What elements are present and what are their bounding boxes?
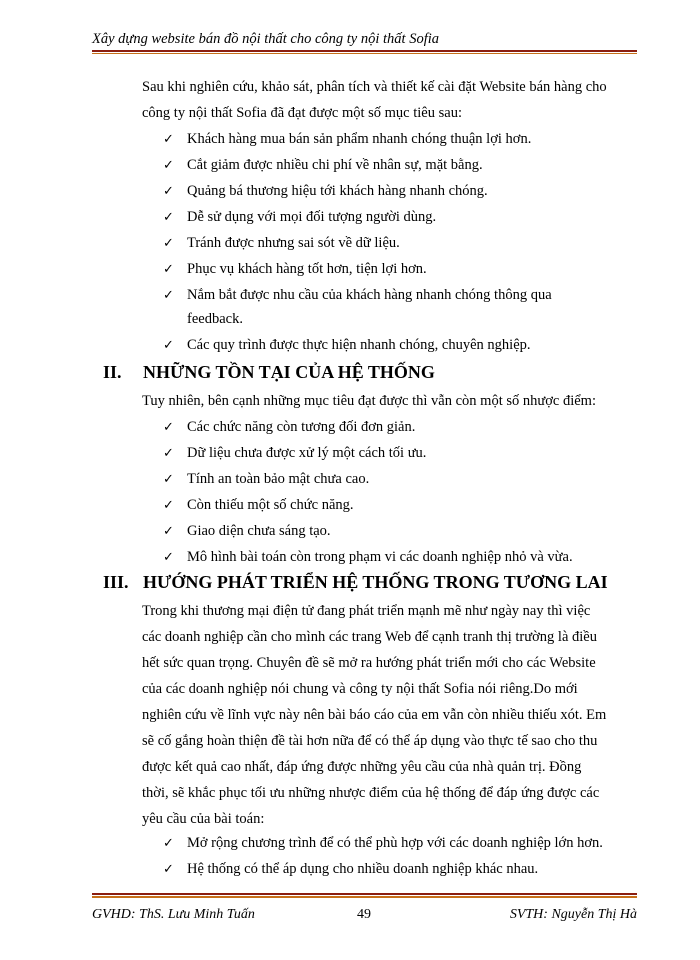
check-icon: ✓ [163,550,174,565]
list-item: ✓ Cắt giảm được nhiều chi phí về nhân sự, mặt bằng. [163,152,483,179]
section-title: HƯỚNG PHÁT TRIỂN HỆ THỐNG TRONG TƯƠNG LAI [143,572,608,592]
list-item: ✓ Quảng bá thương hiệu tới khách hàng nhanh chóng. [163,178,488,205]
page-number: 49 [357,907,371,922]
section2-intro: Tuy nhiên, bên cạnh những mục tiêu đạt được thì vẫn còn một số nhược điểm: [142,393,596,409]
list-item: ✓ Giao diện chưa sáng tạo. [163,518,331,545]
check-icon: ✓ [163,236,174,251]
check-icon: ✓ [163,862,174,877]
page-header: Xây dựng website bán đồ nội thất cho công ty nội thất Sofia [92,31,440,47]
list-item: ✓ Các chức năng còn tương đối đơn giản. [163,414,415,441]
check-icon: ✓ [163,498,174,513]
header-rule [92,50,637,54]
section-title: NHỮNG TỒN TẠI CỦA HỆ THỐNG [143,362,435,382]
check-icon: ✓ [163,158,174,173]
section3-line: yêu cầu của bài toán: [142,811,265,827]
list-item-continuation: feedback. [187,311,243,327]
list-item: ✓ Nắm bắt được nhu cầu của khách hàng nhanh chóng thông qua [163,282,552,309]
check-icon: ✓ [163,446,174,461]
section-heading-2 [103,360,633,384]
list-item: ✓ Mở rộng chương trình để có thể phù hợp với các doanh nghiệp lớn hơn. [163,830,603,857]
list-item: ✓ Dữ liệu chưa được xử lý một cách tối ưu. [163,440,426,467]
check-icon: ✓ [163,836,174,851]
supervisor-name: GVHD: ThS. Lưu Minh Tuấn [92,907,255,922]
section3-line: các doanh nghiệp cần cho mình các trang Web để cạnh tranh thị trường là điều [142,629,597,645]
section-number: III. [103,572,129,592]
list-item: ✓ Tránh được nhưng sai sót về dữ liệu. [163,230,400,257]
check-icon: ✓ [163,210,174,225]
list-item: ✓ Dễ sử dụng với mọi đối tượng người dùng. [163,204,436,231]
list-item: ✓ Còn thiếu một số chức năng. [163,492,354,519]
section3-line: Trong khi thương mại điện tử đang phát triển mạnh mẽ như ngày nay thì việc [142,603,591,619]
list-item: ✓ Hệ thống có thể áp dụng cho nhiều doanh nghiệp khác nhau. [163,856,538,883]
check-icon: ✓ [163,524,174,539]
check-icon: ✓ [163,472,174,487]
list-item: ✓ Khách hàng mua bán sản phẩm nhanh chóng thuận lợi hơn. [163,126,531,153]
section3-line: nghiên cứu về lĩnh vực này nên bài báo cáo của em vẫn còn nhiều thiếu xót. Em [142,707,607,723]
check-icon: ✓ [163,288,174,303]
page-footer [92,905,637,925]
section3-line: sẽ cố gắng hoàn thiện đề tài hơn nữa để có thể áp dụng vào thực tế sao cho thu [142,733,598,749]
footer-rule [92,893,637,898]
check-icon: ✓ [163,338,174,353]
section-number: II. [103,362,122,382]
list-item: ✓ Phục vụ khách hàng tốt hơn, tiện lợi hơn. [163,256,427,283]
section3-line: thời, sẽ khắc phục tối ưu những nhược điểm của hệ thống để đáp ứng được các [142,785,600,801]
check-icon: ✓ [163,420,174,435]
check-icon: ✓ [163,184,174,199]
check-icon: ✓ [163,262,174,277]
section3-line: hết sức quan trọng. Chuyên đề sẽ mở ra hướng phát triển mới cho các Website [142,655,596,671]
list-item: ✓ Mô hình bài toán còn trong phạm vi các doanh nghiệp nhỏ và vừa. [163,544,573,571]
list-item: ✓ Tính an toàn bảo mật chưa cao. [163,466,369,493]
intro-paragraph: Sau khi nghiên cứu, khảo sát, phân tích và thiết kế cài đặt Website bán hàng cho công ty nội thất Sofia đã đạt được một số mục tiêu sau: [142,79,607,121]
section3-line: của các doanh nghiệp nói chung và công ty nội thất Sofia nói riêng.Do mới [142,681,578,697]
check-icon: ✓ [163,132,174,147]
list-item: ✓ Các quy trình được thực hiện nhanh chóng, chuyên nghiệp. [163,332,531,359]
section-heading-3 [103,570,638,594]
student-name: SVTH: Nguyễn Thị Hà [509,907,637,922]
section3-line: được kết quả cao nhất, đáp ứng được những yêu cầu của nhà quản trị. Đồng [142,759,582,775]
